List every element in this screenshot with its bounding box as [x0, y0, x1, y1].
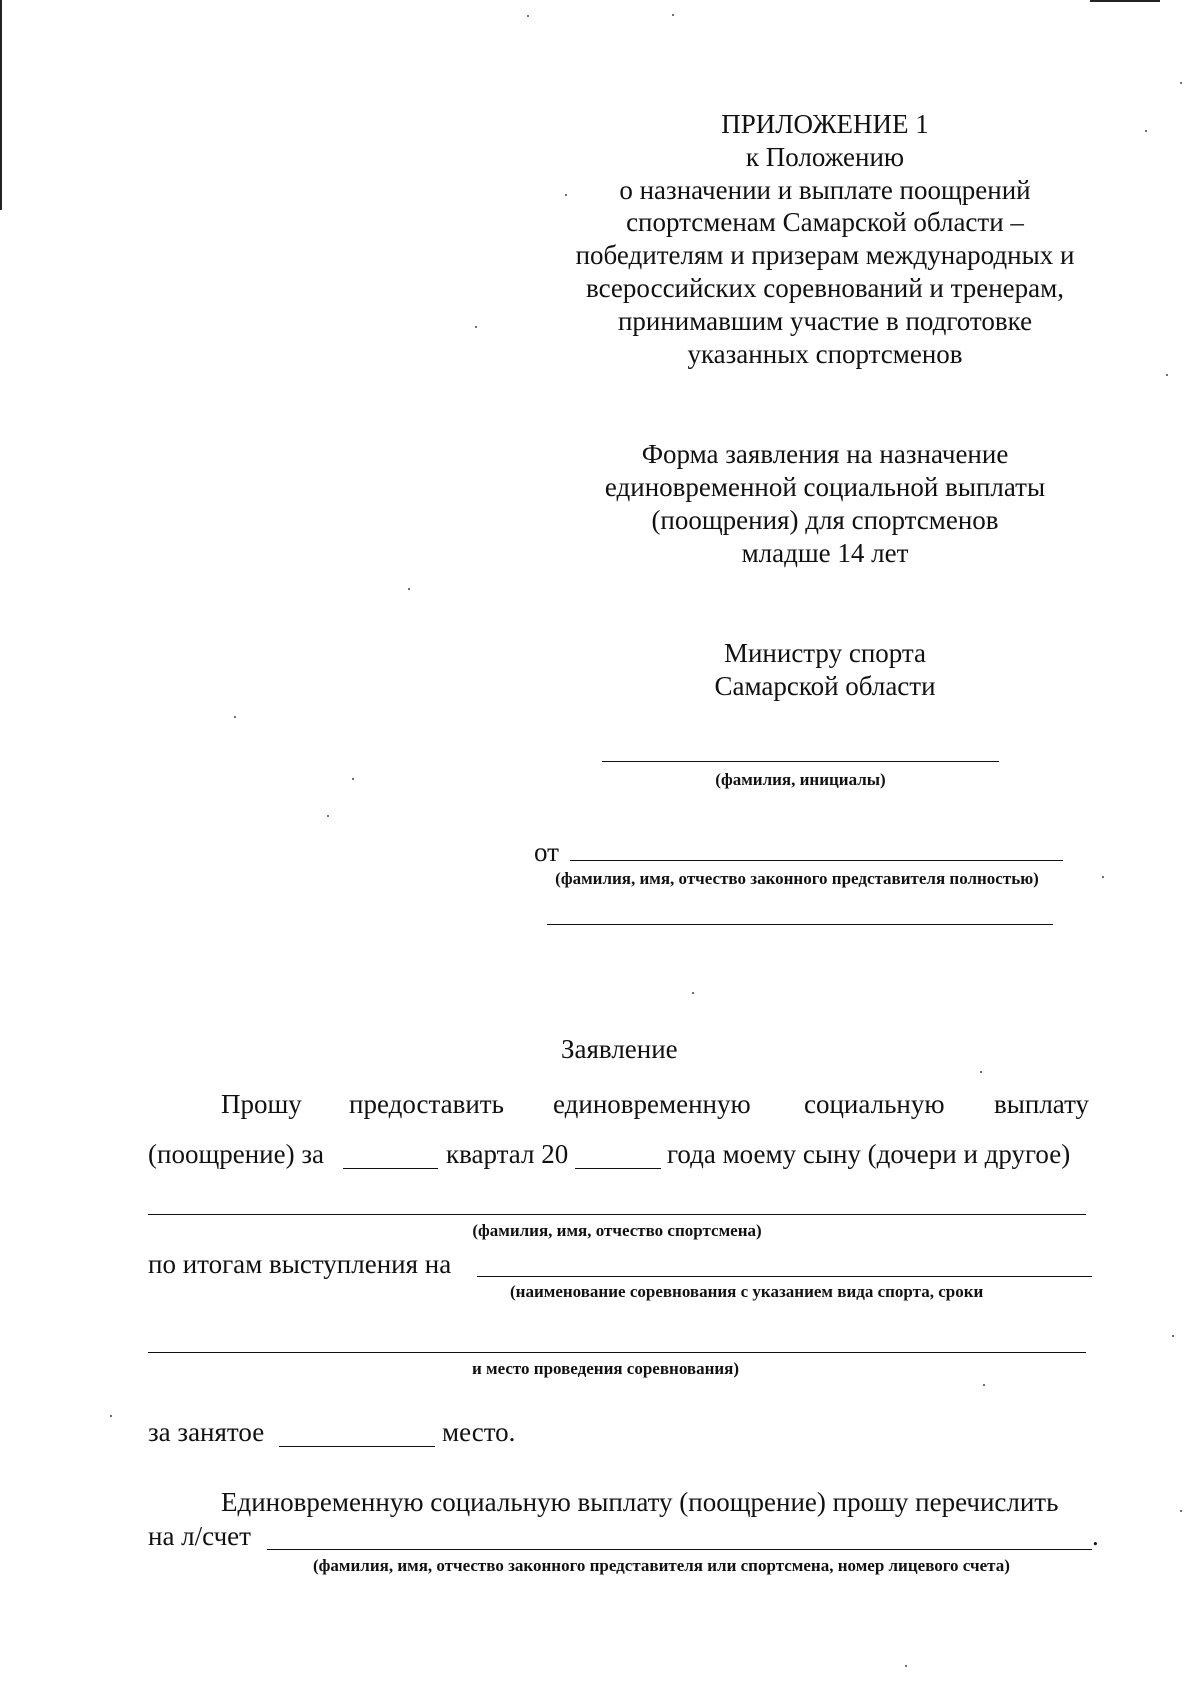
child-label: года моему сыну (дочери и другое) — [667, 1139, 1071, 1169]
scan-speck — [475, 326, 477, 328]
scan-speck — [527, 15, 529, 17]
place-label: за занятое — [148, 1417, 265, 1447]
competition-line[interactable] — [477, 1276, 1092, 1277]
account-end: . — [1092, 1521, 1099, 1551]
athlete-caption: (фамилия, имя, отчество спортсмена) — [472, 1221, 762, 1240]
scan-speck — [1180, 1510, 1182, 1512]
scan-speck — [1145, 130, 1147, 132]
scan-speck — [352, 778, 354, 780]
competition-caption: (наименование соревнования с указанием вида спорта, сроки — [510, 1282, 984, 1301]
quarter-field[interactable] — [343, 1168, 438, 1169]
scan-speck — [980, 1071, 982, 1073]
scan-speck — [110, 1415, 112, 1417]
appendix-line: победителям и призерам международных и — [575, 240, 1075, 270]
representative-caption: (фамилия, имя, отчество законного представителя полностью) — [555, 869, 1039, 888]
appendix-line: указанных спортсменов — [687, 339, 963, 369]
scan-speck — [327, 815, 329, 817]
statement-word: выплату — [994, 1089, 1090, 1119]
athlete-name-line[interactable] — [148, 1214, 1086, 1215]
addressee-name-line[interactable] — [602, 761, 999, 762]
results-label: по итогам выступления на — [148, 1249, 452, 1279]
transfer-text: Единовременную социальную выплату (поощрение) прошу перечислить — [221, 1487, 1059, 1517]
scan-speck — [1166, 374, 1168, 376]
scan-speck — [1172, 1335, 1174, 1337]
appendix-line: всероссийских соревнований и тренерам, — [586, 273, 1064, 303]
scan-edge-top — [1090, 0, 1160, 2]
statement-word: единовременную — [553, 1089, 751, 1119]
form-title-line: единовременной социальной выплаты — [604, 472, 1046, 502]
account-field[interactable] — [267, 1549, 1092, 1550]
statement-heading: Заявление — [561, 1034, 678, 1064]
representative-name-line-2[interactable] — [547, 924, 1053, 925]
form-title-line: Форма заявления на назначение — [641, 439, 1009, 469]
statement-word: Прошу — [221, 1089, 302, 1119]
year-field[interactable] — [575, 1168, 661, 1169]
account-label: на л/счет — [148, 1521, 251, 1551]
scan-speck — [692, 992, 694, 994]
scan-speck — [408, 588, 410, 590]
addressee-line: Министру спорта — [723, 638, 927, 668]
scan-speck — [983, 1384, 985, 1386]
appendix-line: о назначении и выплате поощрений — [619, 175, 1031, 205]
quarter-label: (поощрение) за — [148, 1139, 324, 1169]
competition-caption-2: и место проведения соревнования) — [472, 1359, 740, 1378]
representative-name-line[interactable] — [570, 860, 1063, 861]
scan-speck — [1102, 876, 1104, 878]
addressee-caption: (фамилия, инициалы) — [715, 770, 886, 789]
place-field[interactable] — [279, 1446, 435, 1447]
scan-edge-left — [0, 0, 2, 210]
scan-speck — [1180, 82, 1182, 84]
scan-speck — [234, 716, 236, 718]
appendix-line: принимавшим участие в подготовке — [617, 306, 1033, 336]
appendix-line: спортсменам Самарской области – — [626, 207, 1024, 237]
competition-line-2[interactable] — [148, 1352, 1086, 1353]
appendix-title: ПРИЛОЖЕНИЕ 1 — [721, 109, 929, 139]
form-title-line: (поощрения) для спортсменов — [651, 505, 999, 535]
from-label: от — [534, 837, 559, 867]
appendix-line: к Положению — [745, 142, 905, 172]
place-suffix: место. — [442, 1417, 516, 1447]
year-label: квартал 20 — [446, 1139, 569, 1169]
scan-speck — [672, 14, 674, 16]
form-title-line: младше 14 лет — [741, 538, 909, 568]
statement-word: предоставить — [349, 1089, 504, 1119]
scan-speck — [905, 1665, 907, 1667]
account-caption: (фамилия, имя, отчество законного представителя или спортсмена, номер лицевого счета) — [313, 1556, 1010, 1575]
statement-word: социальную — [804, 1089, 945, 1119]
addressee-line: Самарской области — [714, 671, 936, 701]
